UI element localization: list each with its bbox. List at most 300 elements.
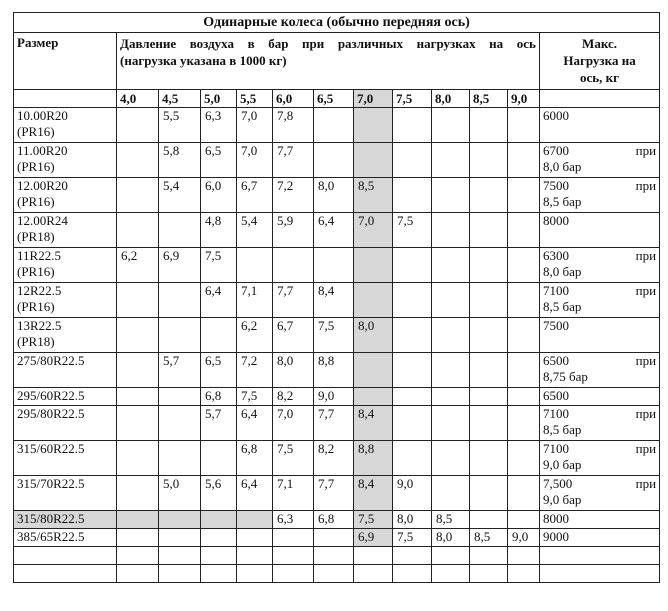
tire-size xyxy=(14,511,117,529)
empty-row xyxy=(14,547,660,565)
load-value xyxy=(508,511,540,529)
empty-cell xyxy=(117,547,159,565)
load-value xyxy=(201,318,237,353)
load-value xyxy=(393,108,432,143)
tire-size xyxy=(14,248,117,283)
table-row xyxy=(14,213,660,248)
load-value: 4,8 xyxy=(201,213,237,248)
max-load-value: 9000 xyxy=(543,529,569,544)
max-load-value: 7100 xyxy=(543,441,569,456)
max-load xyxy=(540,248,660,283)
header-desc-word: Давление xyxy=(120,36,177,51)
load-value xyxy=(117,511,159,529)
load-value: 8,0 xyxy=(432,529,470,547)
tire-size-name: 11.00R20 xyxy=(17,143,68,158)
max-load xyxy=(540,283,660,318)
max-load-line1 xyxy=(543,353,656,369)
load-value: 6,9 xyxy=(354,529,393,547)
tire-size-name: 295/60R22.5 xyxy=(17,388,85,403)
max-load xyxy=(540,178,660,213)
tire-size xyxy=(14,318,117,353)
empty-cell xyxy=(159,547,201,565)
max-load-value: 7100 xyxy=(543,406,569,421)
table-row xyxy=(14,143,660,178)
load-value: 6,8 xyxy=(314,511,354,529)
empty-row xyxy=(14,565,660,583)
pressure-header: 6,0 xyxy=(273,90,314,108)
max-load-line1 xyxy=(543,511,656,527)
empty-cell xyxy=(201,547,237,565)
load-value xyxy=(470,283,508,318)
pressure-header-blank xyxy=(540,90,660,108)
load-value: 8,2 xyxy=(314,441,354,476)
table-row xyxy=(14,318,660,353)
load-value xyxy=(470,213,508,248)
load-value xyxy=(354,143,393,178)
load-value: 5,8 xyxy=(159,143,201,178)
tire-size xyxy=(14,108,117,143)
table-row xyxy=(14,406,660,441)
load-value: 7,5 xyxy=(393,529,432,547)
load-value: 8,4 xyxy=(354,476,393,511)
max-load-line1 xyxy=(543,441,656,457)
load-value xyxy=(393,406,432,441)
max-load-line1 xyxy=(543,178,656,194)
table-row xyxy=(14,441,660,476)
empty-cell xyxy=(470,547,508,565)
load-value: 7,2 xyxy=(237,353,273,388)
load-value xyxy=(432,476,470,511)
load-value: 7,5 xyxy=(273,441,314,476)
pressure-header: 5,5 xyxy=(237,90,273,108)
load-value xyxy=(314,529,354,547)
load-value: 6,4 xyxy=(237,406,273,441)
load-value xyxy=(159,406,201,441)
load-value: 8,4 xyxy=(354,406,393,441)
load-value: 6,7 xyxy=(237,178,273,213)
max-load xyxy=(540,406,660,441)
load-value xyxy=(237,529,273,547)
tire-ply-rating: (PR16) xyxy=(17,124,55,139)
load-value xyxy=(159,441,201,476)
load-value xyxy=(508,441,540,476)
max-load-pressure: 8,0 бар xyxy=(543,264,582,279)
max-load-pressure: 8,75 бар xyxy=(543,369,588,384)
tire-size xyxy=(14,406,117,441)
pressure-header: 7,5 xyxy=(393,90,432,108)
load-value xyxy=(237,511,273,529)
load-value xyxy=(393,248,432,283)
header-max-load xyxy=(540,33,660,90)
tire-size-name: 295/80R22.5 xyxy=(17,406,85,421)
pressure-header: 9,0 xyxy=(508,90,540,108)
max-load-pri: при xyxy=(635,406,657,421)
load-value xyxy=(470,441,508,476)
tire-ply-rating: (PR16) xyxy=(17,194,55,209)
max-load xyxy=(540,388,660,406)
load-value: 6,7 xyxy=(273,318,314,353)
load-value: 8,0 xyxy=(393,511,432,529)
load-value: 7,8 xyxy=(273,108,314,143)
tire-size xyxy=(14,178,117,213)
load-value: 7,0 xyxy=(273,406,314,441)
load-value: 7,5 xyxy=(237,388,273,406)
load-value xyxy=(432,353,470,388)
load-value xyxy=(159,283,201,318)
tire-pressure-table xyxy=(13,12,660,583)
max-load-pri: при xyxy=(635,283,657,298)
table-row xyxy=(14,108,660,143)
header-desc-word: в xyxy=(247,36,255,51)
load-value: 7,0 xyxy=(354,213,393,248)
max-load-pressure: 8,5 бар xyxy=(543,422,582,437)
load-value: 7,7 xyxy=(273,283,314,318)
load-value xyxy=(470,511,508,529)
header-desc-word: при xyxy=(302,36,325,51)
load-value: 6,8 xyxy=(201,388,237,406)
load-value: 7,0 xyxy=(237,143,273,178)
load-value: 5,4 xyxy=(159,178,201,213)
empty-cell xyxy=(540,547,660,565)
tire-ply-rating: (PR16) xyxy=(17,264,55,279)
load-value xyxy=(470,318,508,353)
max-load-pri: при xyxy=(635,248,657,263)
load-value: 5,7 xyxy=(201,406,237,441)
load-value xyxy=(314,143,354,178)
load-value xyxy=(508,353,540,388)
tire-size xyxy=(14,529,117,547)
load-value: 6,3 xyxy=(273,511,314,529)
tire-size-name: 315/80R22.5 xyxy=(17,511,85,526)
load-value xyxy=(354,108,393,143)
title-row xyxy=(14,13,660,33)
load-value: 8,5 xyxy=(470,529,508,547)
load-value xyxy=(508,143,540,178)
load-value xyxy=(508,388,540,406)
empty-cell xyxy=(14,565,117,583)
max-load-value: 6500 xyxy=(543,388,569,403)
empty-cell xyxy=(354,547,393,565)
load-value: 7,0 xyxy=(237,108,273,143)
load-value xyxy=(354,353,393,388)
load-value xyxy=(117,178,159,213)
tire-size-name: 12.00R24 xyxy=(17,213,68,228)
empty-cell xyxy=(540,565,660,583)
load-value xyxy=(432,318,470,353)
max-load-pri: при xyxy=(635,353,657,368)
table-row xyxy=(14,529,660,547)
max-load-line1 xyxy=(543,529,656,545)
empty-cell xyxy=(117,565,159,583)
load-value: 6,5 xyxy=(201,353,237,388)
load-value: 7,5 xyxy=(393,213,432,248)
table-title: Одинарные колеса (обычно передняя ось) xyxy=(14,13,660,33)
load-value: 7,7 xyxy=(314,476,354,511)
header-desc-word: бар xyxy=(268,36,289,51)
load-value xyxy=(470,353,508,388)
empty-cell xyxy=(314,565,354,583)
load-value xyxy=(354,388,393,406)
tire-ply-rating: (PR16) xyxy=(17,299,55,314)
load-value: 6,9 xyxy=(159,248,201,283)
load-value: 8,0 xyxy=(314,178,354,213)
max-load-line1 xyxy=(543,108,656,124)
load-value xyxy=(393,353,432,388)
empty-cell xyxy=(237,565,273,583)
max-load-value: 6300 xyxy=(543,248,569,263)
load-value xyxy=(159,388,201,406)
load-value xyxy=(432,248,470,283)
tire-size-name: 315/60R22.5 xyxy=(17,441,85,456)
load-value: 9,0 xyxy=(393,476,432,511)
header-row xyxy=(14,33,660,90)
header-desc-word: на xyxy=(489,36,504,51)
load-value xyxy=(117,529,159,547)
header-size: Размер xyxy=(14,33,117,90)
empty-cell xyxy=(14,547,117,565)
load-value: 5,4 xyxy=(237,213,273,248)
load-value: 8,5 xyxy=(432,511,470,529)
table-row xyxy=(14,248,660,283)
max-load xyxy=(540,143,660,178)
pressure-header: 8,0 xyxy=(432,90,470,108)
load-value xyxy=(117,143,159,178)
max-load-pressure: 8,5 бар xyxy=(543,194,582,209)
tire-size-name: 12R22.5 xyxy=(17,283,62,298)
load-value: 8,8 xyxy=(314,353,354,388)
load-value xyxy=(393,178,432,213)
load-value: 6,2 xyxy=(237,318,273,353)
load-value xyxy=(117,213,159,248)
load-value: 5,6 xyxy=(201,476,237,511)
max-load-pri: при xyxy=(635,143,657,158)
load-value: 8,8 xyxy=(354,441,393,476)
pressure-header: 6,5 xyxy=(314,90,354,108)
load-value: 5,7 xyxy=(159,353,201,388)
load-value: 8,0 xyxy=(273,353,314,388)
tire-size-name: 275/80R22.5 xyxy=(17,353,85,368)
load-value xyxy=(117,353,159,388)
header-pressure-description xyxy=(117,33,540,90)
load-value: 7,7 xyxy=(314,406,354,441)
load-value xyxy=(470,178,508,213)
max-load-pri: при xyxy=(635,441,657,456)
load-value xyxy=(117,108,159,143)
table-row xyxy=(14,353,660,388)
max-load xyxy=(540,441,660,476)
max-load-line1 xyxy=(543,143,656,159)
empty-cell xyxy=(159,565,201,583)
max-load-value: 7,500 xyxy=(543,476,573,491)
load-value: 6,4 xyxy=(237,476,273,511)
max-load-pressure: 8,0 бар xyxy=(543,159,582,174)
load-value: 7,7 xyxy=(273,143,314,178)
load-value xyxy=(432,108,470,143)
load-value xyxy=(159,318,201,353)
max-load-line1 xyxy=(543,213,656,229)
empty-cell xyxy=(470,565,508,583)
load-value xyxy=(508,213,540,248)
load-value xyxy=(470,248,508,283)
table-row xyxy=(14,178,660,213)
pressure-header-blank xyxy=(14,90,117,108)
tire-size xyxy=(14,388,117,406)
load-value xyxy=(393,441,432,476)
max-load-line1 xyxy=(543,476,656,492)
load-value xyxy=(508,406,540,441)
max-load-pressure: 8,5 бар xyxy=(543,299,582,314)
max-load-value: 6000 xyxy=(543,108,569,123)
header-max-line2: Нагрузка на xyxy=(563,53,636,68)
load-value xyxy=(354,283,393,318)
load-value: 8,0 xyxy=(354,318,393,353)
load-value: 7,2 xyxy=(273,178,314,213)
load-value: 7,1 xyxy=(237,283,273,318)
empty-cell xyxy=(273,547,314,565)
empty-cell xyxy=(432,547,470,565)
max-load xyxy=(540,529,660,547)
load-value: 6,5 xyxy=(201,143,237,178)
empty-cell xyxy=(508,565,540,583)
load-value xyxy=(159,213,201,248)
load-value xyxy=(508,248,540,283)
load-value xyxy=(393,388,432,406)
load-value xyxy=(201,511,237,529)
table-row xyxy=(14,283,660,318)
max-load xyxy=(540,318,660,353)
load-value xyxy=(201,441,237,476)
header-max-line3: ось, кг xyxy=(580,70,620,85)
load-value xyxy=(432,178,470,213)
max-load-value: 7100 xyxy=(543,283,569,298)
load-value xyxy=(314,108,354,143)
pressure-header-row xyxy=(14,90,660,108)
load-value xyxy=(432,143,470,178)
empty-cell xyxy=(508,547,540,565)
load-value: 8,5 xyxy=(354,178,393,213)
load-value xyxy=(470,388,508,406)
load-value xyxy=(273,529,314,547)
load-value: 7,5 xyxy=(354,511,393,529)
tire-size-name: 315/70R22.5 xyxy=(17,476,85,491)
max-load-value: 7500 xyxy=(543,318,569,333)
header-desc-word: различных xyxy=(337,36,404,51)
load-value xyxy=(432,283,470,318)
max-load-value: 8000 xyxy=(543,511,569,526)
load-value xyxy=(508,178,540,213)
load-value: 8,2 xyxy=(273,388,314,406)
load-value: 7,5 xyxy=(201,248,237,283)
load-value xyxy=(273,248,314,283)
empty-cell xyxy=(354,565,393,583)
load-value xyxy=(117,476,159,511)
table-row xyxy=(14,476,660,511)
tire-size xyxy=(14,476,117,511)
max-load xyxy=(540,353,660,388)
header-max-line1: Макс. xyxy=(582,36,618,51)
load-value: 7,1 xyxy=(273,476,314,511)
load-value xyxy=(470,476,508,511)
load-value: 8,4 xyxy=(314,283,354,318)
load-value: 6,4 xyxy=(314,213,354,248)
tire-size xyxy=(14,283,117,318)
empty-cell xyxy=(314,547,354,565)
load-value xyxy=(470,108,508,143)
header-desc-line1 xyxy=(120,35,536,52)
max-load-pressure: 9,0 бар xyxy=(543,492,582,507)
pressure-header: 4,5 xyxy=(159,90,201,108)
tire-size-name: 11R22.5 xyxy=(17,248,61,263)
load-value xyxy=(314,248,354,283)
table-row xyxy=(14,388,660,406)
load-value xyxy=(432,441,470,476)
load-value xyxy=(432,388,470,406)
empty-cell xyxy=(393,547,432,565)
pressure-header: 7,0 xyxy=(354,90,393,108)
load-value: 6,0 xyxy=(201,178,237,213)
load-value xyxy=(432,213,470,248)
tire-size-name: 13R22.5 xyxy=(17,318,62,333)
load-value xyxy=(117,318,159,353)
header-desc-line2: (нагрузка указана в 1000 кг) xyxy=(120,53,287,68)
load-value xyxy=(159,529,201,547)
empty-cell xyxy=(237,547,273,565)
max-load-value: 6700 xyxy=(543,143,569,158)
load-value xyxy=(117,441,159,476)
empty-cell xyxy=(393,565,432,583)
load-value xyxy=(393,283,432,318)
tire-size xyxy=(14,353,117,388)
tire-ply-rating: (PR18) xyxy=(17,334,55,349)
empty-cell xyxy=(201,565,237,583)
max-load-line1 xyxy=(543,388,656,404)
max-load-pri: при xyxy=(635,476,657,491)
load-value xyxy=(470,406,508,441)
load-value xyxy=(508,283,540,318)
load-value xyxy=(393,143,432,178)
load-value: 5,0 xyxy=(159,476,201,511)
tire-size-name: 10.00R20 xyxy=(17,108,68,123)
tire-ply-rating: (PR18) xyxy=(17,229,55,244)
load-value: 5,9 xyxy=(273,213,314,248)
empty-cell xyxy=(432,565,470,583)
load-value: 6,2 xyxy=(117,248,159,283)
max-load xyxy=(540,511,660,529)
max-load-line1 xyxy=(543,283,656,299)
load-value: 9,0 xyxy=(314,388,354,406)
pressure-header: 8,5 xyxy=(470,90,508,108)
load-value: 6,3 xyxy=(201,108,237,143)
max-load xyxy=(540,108,660,143)
header-desc-word: нагрузках xyxy=(416,36,476,51)
header-desc-word: ось xyxy=(516,36,536,51)
pressure-header: 5,0 xyxy=(201,90,237,108)
load-value xyxy=(432,406,470,441)
max-load-value: 6500 xyxy=(543,353,569,368)
load-value xyxy=(117,388,159,406)
max-load-line1 xyxy=(543,248,656,264)
load-value xyxy=(508,108,540,143)
load-value xyxy=(508,318,540,353)
max-load-pri: при xyxy=(635,178,657,193)
load-value xyxy=(201,529,237,547)
max-load-pressure: 9,0 бар xyxy=(543,457,582,472)
load-value xyxy=(159,511,201,529)
table-row xyxy=(14,511,660,529)
load-value xyxy=(237,248,273,283)
max-load xyxy=(540,476,660,511)
max-load-line1 xyxy=(543,406,656,422)
